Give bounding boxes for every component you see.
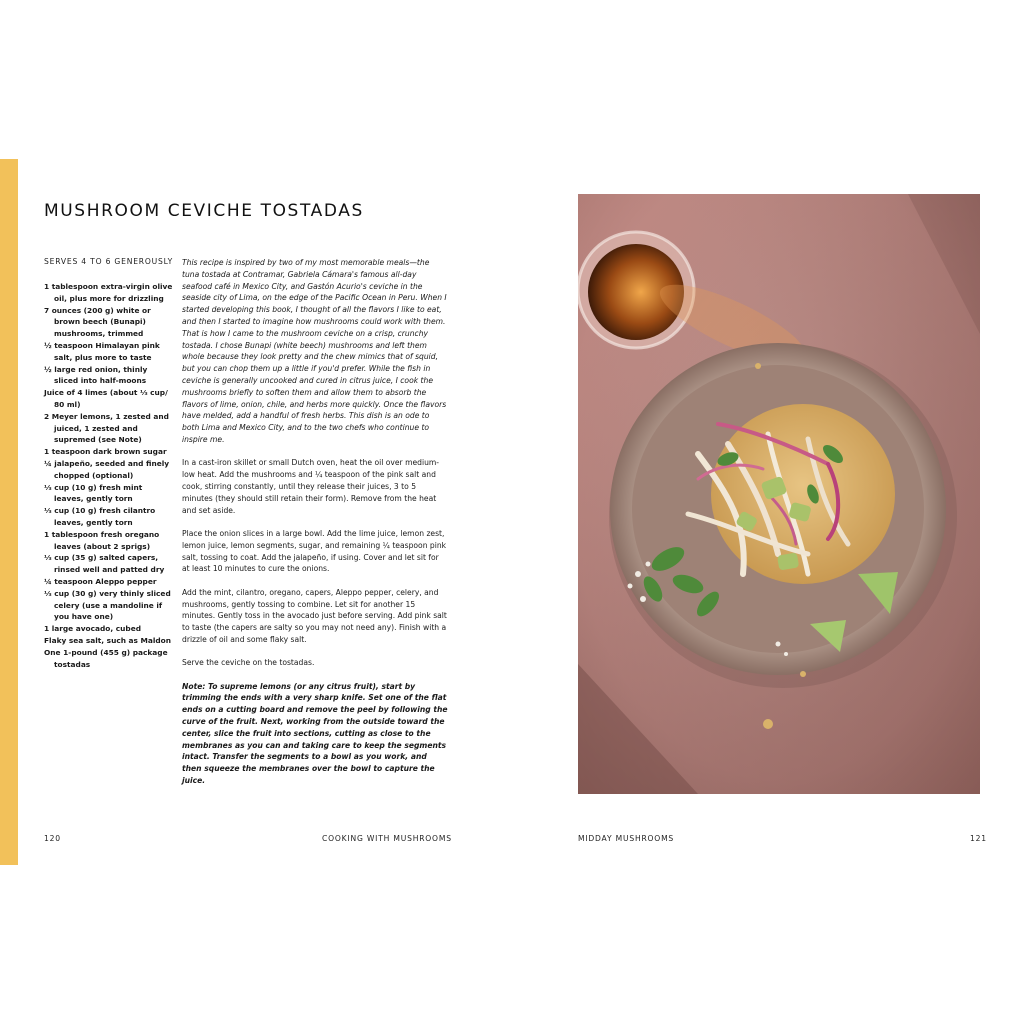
ingredient-item: ¼ teaspoon Aleppo pepper — [44, 576, 157, 586]
recipe-note: Note: To supreme lemons (or any citrus fruit), start by trimming the ends with a very sharp knife. Set one of the flat ends on a cutting board and remove the peel by following the curve of the fruit. Next, working from the outside toward the center, slice the fruit into sections, cutting as close to the membranes as you can and taking care to keep the segments intact. Transfer the segments to a bowl as you work, and then squeeze the membranes over the bowl to capture the juice. — [182, 681, 448, 786]
ingredient-item: ⅓ cup (10 g) fresh mint leaves, gently torn — [44, 482, 143, 504]
ingredient-item: Juice of 4 limes (about ⅓ cup/ 80 ml) — [44, 388, 168, 409]
page-edge-accent-bar — [0, 159, 18, 865]
dish-photo — [578, 194, 980, 794]
ingredient-item: Flaky sea salt, such as Maldon — [44, 635, 172, 645]
method-step: Add the mint, cilantro, oregano, capers, Aleppo pepper, celery, and mushrooms, gently tossing to combine. Let sit for another 15 minutes. Gently toss in the avocado just before serving. Add pink salt to taste (the capers are salty so you may not need any). Finish with a drizzle of oil and some flaky salt. — [182, 587, 447, 644]
left-page-number: 120 — [44, 834, 61, 843]
method-step: Serve the ceviche on the tostadas. — [182, 658, 315, 668]
ingredient-item: One 1-pound (455 g) package tostadas — [44, 647, 168, 669]
ingredient-item: 1 tablespoon extra-virgin olive oil, plus more for drizzling — [44, 282, 173, 303]
ingredient-item: 7 ounces (200 g) white or brown beech (Bunapi) mushrooms, trimmed — [44, 305, 151, 339]
method-step: In a cast-iron skillet or small Dutch oven, heat the oil over medium-low heat. Add the mushrooms and ¼ teaspoon of the pink salt and cook, stirring constantly, until they release their juices, 3 to 5 minutes (they should still retain their form). Remove from the heat and set aside. — [182, 458, 440, 515]
recipe-body — [182, 257, 448, 798]
ingredient-item: ½ large red onion, thinly sliced into half-moons — [44, 364, 148, 386]
ingredient-item: 1 tablespoon fresh oregano leaves (about 2 sprigs) — [44, 529, 160, 551]
method-step: Place the onion slices in a large bowl. Add the lime juice, lemon zest, lemon juice, lemon segments, sugar, and remaining ¼ teaspoon pink salt, tossing to coat. Add the jalapeño, if using. Cover and let sit for at least 10 minutes to cure the onions. — [182, 528, 447, 574]
left-running-head: COOKING WITH MUSHROOMS — [322, 834, 452, 843]
ingredient-item: 1 teaspoon dark brown sugar — [44, 447, 167, 457]
headnote: This recipe is inspired by two of my most memorable meals—the tuna tostada at Contramar, Gabriela Cámara's famous all-day seafood café in Mexico City, and Gastón Acurio's ceviche in the seaside city of Lima, on the edge of the Pacific Ocean in Peru. When I started developing this book, I thought of all the flavors I like to eat, and then I started to imagine how mushrooms could work with them. That is how I came to the mushroom ceviche on a crisp, crunchy tostada. I chose Bunapi (white beech) mushrooms and left them whole because they look pretty and the chew mimics that of squid, but you can chop them up a little if you'd prefer. While the fish in ceviche is generally uncooked and cured in citrus juice, I cook the mushrooms briefly to soften them and allow them to absorb the flavors of lime, onion, chile, and herbs more quickly. Once the flavors have melded, add a handful of fresh herbs. This dish is an ode to both Lima and Mexico City, and to the two chefs who continue to inspire me. — [182, 258, 447, 444]
ingredient-item: ⅓ cup (10 g) fresh cilantro leaves, gently torn — [44, 506, 156, 527]
recipe-title: MUSHROOM CEVICHE TOSTADAS — [44, 201, 364, 222]
ingredient-item: 1 large avocado, cubed — [44, 624, 141, 634]
recipe-yield: SERVES 4 TO 6 GENEROUSLY — [44, 257, 174, 266]
dish-photo-illustration — [578, 194, 980, 794]
right-page-number: 121 — [970, 834, 987, 843]
ingredient-item: ⅓ cup (30 g) very thinly sliced celery (use a mandoline if you have one) — [44, 588, 171, 622]
ingredient-item: ⅓ cup (35 g) salted capers, rinsed well and patted dry — [44, 553, 165, 575]
ingredient-item: 2 Meyer lemons, 1 zested and juiced, 1 zested and supremed (see Note) — [44, 411, 169, 445]
ingredient-list — [44, 281, 174, 670]
ingredient-item: ½ teaspoon Himalayan pink salt, plus more to taste — [44, 340, 160, 362]
right-running-head: MIDDAY MUSHROOMS — [578, 834, 675, 843]
ingredient-item: ¼ jalapeño, seeded and finely chopped (optional) — [44, 458, 170, 480]
